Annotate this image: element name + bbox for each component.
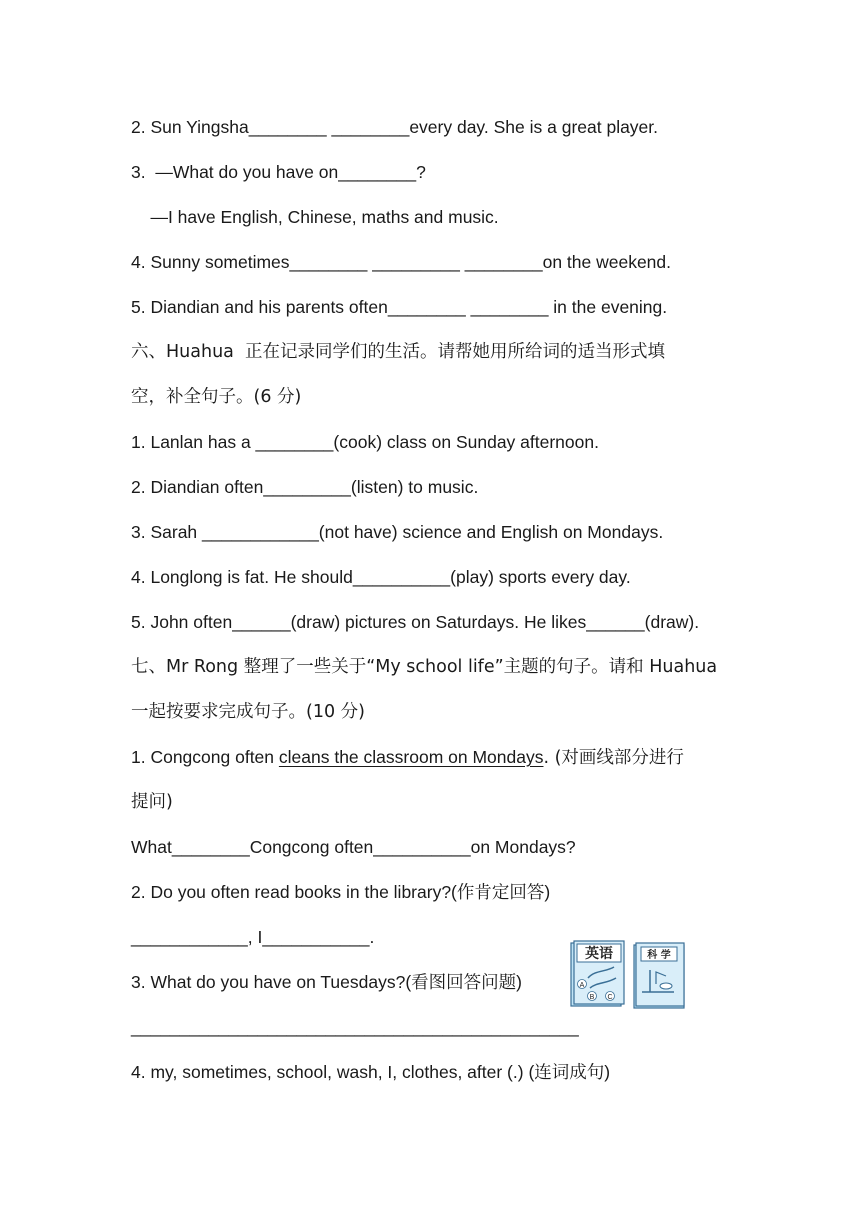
letter-a: A — [579, 982, 585, 989]
s7-question-1-cont: 提问) — [131, 792, 173, 812]
s5-question-2: 2. Sun Yingsha________ ________every day. She is a great player. — [131, 117, 659, 137]
letter-c: C — [607, 994, 613, 1001]
s7-question-1 — [131, 745, 740, 770]
q1-underlined-part: cleans the classroom on Mondays — [278, 747, 544, 767]
s7-question-2: 2. Do you often read books in the library?(作肯定回答) — [131, 882, 551, 902]
english-book-icon — [571, 941, 624, 1006]
s7-question-1-answer: What________Congcong often__________on Mondays? — [131, 837, 576, 857]
s6-question-2: 2. Diandian often_________(listen) to music. — [131, 477, 479, 497]
s5-question-4: 4. Sunny sometimes________ _________ ________on the weekend. — [131, 252, 672, 272]
s5-question-3: 3. —What do you have on________? — [131, 162, 426, 182]
science-book-icon — [634, 943, 684, 1008]
q1-prefix: 1. Congcong often — [131, 747, 279, 767]
s7-question-2-answer: ____________, I___________. — [131, 927, 375, 947]
s7-question-3: 3. What do you have on Tuesdays?(看图回答问题) — [131, 972, 522, 992]
s6-question-5: 5. John often______(draw) pictures on Saturdays. He likes______(draw). — [131, 612, 700, 632]
letter-b: B — [589, 994, 595, 1001]
s7-question-4: 4. my, sometimes, school, wash, I, clothes, after (.) (连词成句) — [131, 1062, 611, 1082]
section7-heading: 七、Mr Rong 整理了一些关于“My school life”主题的句子。请和 Huahua — [131, 657, 718, 677]
science-book-label: 科 学 — [647, 950, 671, 961]
s6-question-4: 4. Longlong is fat. He should__________(play) sports every day. — [131, 567, 631, 587]
section6-heading: 六、Huahua 正在记录同学们的生活。请帮她用所给词的适当形式填 — [131, 342, 666, 362]
section7-heading-cont: 一起按要求完成句子。(10 分) — [131, 702, 365, 722]
s5-question-5: 5. Diandian and his parents often________ ________ in the evening. — [131, 297, 668, 317]
textbooks-illustration — [570, 940, 686, 1010]
english-book-label: 英语 — [585, 946, 613, 962]
s7-question-3-answer: ______________________________________________ — [131, 1017, 579, 1037]
s5-question-3-answer: —I have English, Chinese, maths and music. — [131, 207, 499, 227]
s6-question-3: 3. Sarah ____________(not have) science and English on Mondays. — [131, 522, 664, 542]
section6-heading-cont: 空，补全句子。(6 分) — [131, 387, 302, 407]
s6-question-1: 1. Lanlan has a ________(cook) class on Sunday afternoon. — [131, 432, 599, 452]
q1-suffix: . (对画线部分进行 — [543, 748, 684, 768]
